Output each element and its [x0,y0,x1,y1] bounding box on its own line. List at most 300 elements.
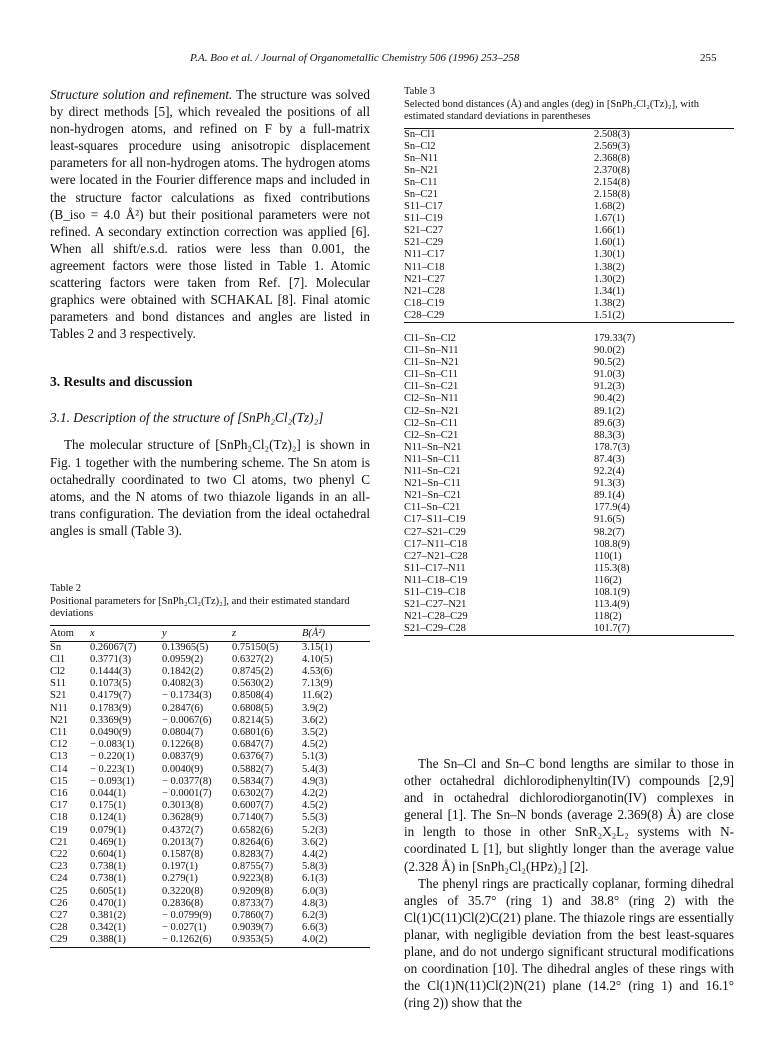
table-cell: − 0.083(1) [90,739,135,751]
table-row [50,764,370,776]
table-cell: 4.53(6) [302,665,333,677]
table-cell: C14 [50,763,68,775]
bond-label: N21–C28 [404,285,445,297]
bond-label: N21–Sn–C11 [404,478,461,490]
table-cell: 0.9039(7) [232,922,274,934]
table-cell: 0.6327(2) [232,653,274,665]
table-cell: − 0.093(1) [90,775,135,787]
table-cell: C26 [50,897,68,909]
bond-value: 2.158(8) [594,188,630,200]
table-cell: 0.7860(7) [232,909,274,921]
table-cell: C22 [50,848,68,860]
table-cell: 5.2(3) [302,824,328,836]
table-row [50,715,370,727]
table-row [404,286,734,298]
table-cell: S21 [50,690,67,702]
table-cell: 3.6(2) [302,714,328,726]
table-cell: 0.3220(8) [162,885,204,897]
table-row [50,641,370,654]
table-cell: 3.5(2) [302,726,328,738]
section-heading: 3. Results and discussion [50,374,193,390]
table-cell: 0.3013(8) [162,800,204,812]
table-header-row [50,625,370,641]
bond-value: 1.60(1) [594,237,625,249]
table-cell: 4.5(2) [302,800,328,812]
table-cell: C19 [50,824,68,836]
table-row [50,727,370,739]
table-cell: 5.5(3) [302,812,328,824]
table-row [404,539,734,551]
bond-label: N11–Sn–C21 [404,466,461,478]
table-cell: 11.6(2) [302,690,333,702]
table-cell: − 0.0067(6) [162,714,212,726]
table-row [50,825,370,837]
table-cell: 0.8283(7) [232,848,274,860]
bond-value: 91.0(3) [594,369,625,381]
table-row [404,563,734,575]
table-row [50,922,370,934]
header-b: B(Å²) [302,625,370,641]
table-cell: 0.6801(6) [232,726,274,738]
table-row [50,703,370,715]
table-row [50,776,370,788]
table-cell: 5.4(3) [302,763,328,775]
table-cell: 6.0(3) [302,885,328,897]
bond-label: N21–C27 [404,273,445,285]
bond-label: S11–C19 [404,213,443,225]
table-cell: S11 [50,678,66,690]
table-cell: 0.738(1) [90,873,126,885]
table-row [404,262,734,274]
table-2-caption: Positional parameters for [SnPh₂Cl₂(Tz)₂], and their estimated standard deviations [50,595,350,619]
table-cell: − 0.0001(7) [162,787,212,799]
bond-label: N21–Sn–C21 [404,490,462,502]
bond-value: 91.3(3) [594,478,625,490]
table-cell: 0.2847(6) [162,702,204,714]
bond-label: Cl2–Sn–C21 [404,429,459,441]
bond-value: 177.9(4) [594,502,630,514]
table-cell: 0.079(1) [90,824,126,836]
table-cell: 4.0(2) [302,934,328,946]
table-row [50,690,370,702]
table-cell: 4.2(2) [302,787,328,799]
table-cell: 0.6376(7) [232,751,274,763]
running-head: P.A. Boo et al. / Journal of Organometallic Chemistry 506 (1996) 253–258 [190,52,520,64]
bond-value: 87.4(3) [594,453,625,465]
table-cell: 0.26067(7) [90,641,137,653]
table-row [50,812,370,824]
table-cell: C11 [50,726,68,738]
table-row [404,442,734,454]
table-row [404,406,734,418]
table-row [404,310,734,323]
table-3-caption: Selected bond distances (Å) and angles (deg) in [SnPh₂Cl₂(Tz)₂], with estimated standard deviations in parentheses [404,98,699,122]
table-cell: 0.2013(7) [162,836,204,848]
bond-label: N11–C17 [404,249,445,261]
bond-value: 178.7(3) [594,441,630,453]
table-cell: 0.0837(9) [162,751,204,763]
table-cell: C21 [50,836,68,848]
table-row [50,910,370,922]
bond-value: 2.368(8) [594,152,630,164]
table-cell: 0.0959(2) [162,653,204,665]
bond-value: 108.8(9) [594,538,630,550]
bond-label: Cl1–Sn–N21 [404,357,459,369]
table-row [50,886,370,898]
table-cell: 0.3369(9) [90,714,132,726]
bond-value: 2.370(8) [594,164,630,176]
paragraph-runin-heading: Structure solution and refinement. [50,87,233,102]
table-cell: Cl2 [50,665,66,677]
bond-label: N21–C28–C29 [404,611,468,623]
bond-label: N11–C18–C19 [404,574,468,586]
table-cell: 0.470(1) [90,897,126,909]
table-3 [404,86,734,636]
bond-value: 116(2) [594,574,622,586]
table-row [404,466,734,478]
table-cell: 4.4(2) [302,848,328,860]
table-row [50,751,370,763]
table-row [404,490,734,502]
table-row [404,225,734,237]
table-cell: C15 [50,775,68,787]
table-cell: 0.9223(8) [232,873,274,885]
bond-label: S21–C27 [404,225,444,237]
table-cell: C28 [50,922,68,934]
table-cell: − 0.220(1) [90,751,135,763]
bond-label: Sn–C21 [404,188,438,200]
table-cell: 0.5882(7) [232,763,274,775]
table-cell: C16 [50,787,68,799]
table-cell: 0.197(1) [162,861,198,873]
header-y: y [162,625,232,641]
bond-value: 1.30(2) [594,273,625,285]
table-cell: C13 [50,751,68,763]
bond-label: Cl2–Sn–N21 [404,405,459,417]
table-cell: Sn [50,641,62,653]
table-row [404,201,734,213]
table-row [404,502,734,514]
bond-label: S11–C17–N11 [404,562,466,574]
bond-value: 108.1(9) [594,586,630,598]
table-cell: 0.279(1) [162,873,198,885]
table-cell: 0.5834(7) [232,775,274,787]
table-row [404,478,734,490]
table-row [404,611,734,623]
structure-solution-paragraph [50,86,370,342]
table-row [404,189,734,201]
bond-label: S21–C29–C28 [404,623,466,635]
table-cell: 0.4179(7) [90,690,132,702]
table-cell: 4.10(5) [302,653,333,665]
table-cell: 4.8(3) [302,897,328,909]
table-row [404,128,734,141]
bond-label: C11–Sn–C21 [404,502,461,514]
bond-value: 89.6(3) [594,417,625,429]
table-row [404,177,734,189]
table-cell: 0.8733(7) [232,897,274,909]
left-column [50,86,370,539]
table-row [404,381,734,393]
table-row [404,599,734,611]
bond-label: Cl2–Sn–N11 [404,393,459,405]
ring-geometry-paragraph: The phenyl rings are practically coplanar, forming dihedral angles of 35.7° (ring 1) and 38.8° (ring 2) with the Cl(1)C(11)Cl(2)C(21) plane. The thiazole rings are essentially planar, with negligible deviation from the best least-squares plane, and do not undergo significant structural modifications on coordination [10]. The dihedral angles of these rings with the Cl(1)N(11)Cl(2)N(21) plane (14.2° (ring 1) and 16.1° (ring 2)) show that the [404,875,734,1011]
header-atom: Atom [50,625,90,641]
table-cell: 4.9(3) [302,775,328,787]
bond-label: Sn–N11 [404,152,439,164]
table-cell: 0.4372(7) [162,824,204,836]
table-row [50,837,370,849]
table-cell: 0.1226(8) [162,739,204,751]
table-cell: 0.6808(5) [232,702,274,714]
table-row [50,849,370,861]
bond-label: Cl1–Sn–C11 [404,369,458,381]
table-cell: 0.175(1) [90,800,126,812]
bond-label: Cl1–Sn–N11 [404,345,459,357]
bond-value: 90.4(2) [594,393,625,405]
bond-value: 90.5(2) [594,357,625,369]
bond-value: 118(2) [594,611,622,623]
table-cell: − 0.0799(9) [162,909,212,921]
table-2-label: Table 2 [50,583,82,594]
table-row [404,165,734,177]
table-cell: 0.9209(8) [232,885,274,897]
bond-label: N11–Sn–N21 [404,441,462,453]
table-cell: 0.6302(7) [232,787,274,799]
bond-value: 115.3(8) [594,562,630,574]
table-cell: − 0.0377(8) [162,775,212,787]
table-row [404,551,734,563]
bond-label: S21–C29 [404,237,444,249]
table-cell: − 0.223(1) [90,763,135,775]
table-cell: − 0.1262(6) [162,934,212,946]
table-row [50,873,370,885]
table-cell: − 0.1734(3) [162,690,212,702]
bond-value: 1.30(1) [594,249,625,261]
bond-value: 89.1(4) [594,490,625,502]
bond-value: 1.67(1) [594,213,625,225]
bond-label: C27–S21–C29 [404,526,466,538]
table-row [404,527,734,539]
bond-value: 90.0(2) [594,345,625,357]
bond-label: S11–C17 [404,201,443,213]
bond-value: 1.51(2) [594,309,625,321]
table-row [404,514,734,526]
table-cell: 4.5(2) [302,739,328,751]
table-cell: 0.6007(7) [232,800,274,812]
table-cell: 0.13965(5) [162,641,209,653]
table-cell: C25 [50,885,68,897]
bond-value: 110(1) [594,550,622,562]
table-cell: C17 [50,800,68,812]
bond-label: Cl2–Sn–C11 [404,417,458,429]
table-cell: 0.381(2) [90,909,126,921]
bond-value: 1.38(2) [594,297,625,309]
bond-label: C17–N11–C18 [404,538,468,550]
bond-value: 89.1(2) [594,405,625,417]
table-row [404,430,734,442]
bond-label: Sn–Cl1 [404,128,436,140]
header-z: z [232,625,302,641]
table-row [50,788,370,800]
page-number: 255 [700,52,717,64]
table-row [50,800,370,812]
table-cell: 0.6847(7) [232,739,274,751]
bond-value: 91.6(5) [594,514,625,526]
table-cell: 0.1587(8) [162,848,204,860]
bond-value: 2.508(3) [594,128,630,140]
table-cell: 0.7140(7) [232,812,274,824]
table-cell: 0.6582(6) [232,824,274,836]
table-divider [404,323,734,334]
table-cell: 0.342(1) [90,922,126,934]
table-2 [50,583,370,948]
bond-table [404,128,734,637]
structure-description-paragraph: The molecular structure of [SnPh₂Cl₂(Tz)₂] is shown in Fig. 1 together with the numbering scheme. The Sn atom is octahedrally coordinated to two Cl atoms, two phenyl C atoms, and the N atoms of two thiazole ligands in an all-trans configuration. The deviation from the ideal octahedral angles is small (Table 3). [50,437,370,538]
table-cell: 7.13(9) [302,678,333,690]
table-cell: 0.1444(3) [90,665,132,677]
bond-value: 2.569(3) [594,140,630,152]
bond-value: 1.68(2) [594,201,625,213]
bond-label: Cl1–Sn–Cl2 [404,333,456,344]
bond-value: 91.2(3) [594,381,625,393]
bond-label: C17–S11–C19 [404,514,466,526]
bond-label: N11–C18 [404,261,445,273]
table-cell: 0.75150(5) [232,641,279,653]
table-row [404,141,734,153]
bond-label: Cl1–Sn–C21 [404,381,459,393]
table-cell: C12 [50,739,68,751]
bond-value: 2.154(8) [594,176,630,188]
table-row [404,454,734,466]
table-cell: C18 [50,812,68,824]
table-row [404,575,734,587]
bond-value: 179.33(7) [594,333,636,344]
bond-value: 1.38(2) [594,261,625,273]
table-cell: 6.6(3) [302,922,328,934]
table-3-label: Table 3 [404,86,436,97]
table-row [404,587,734,599]
table-cell: 0.604(1) [90,848,126,860]
table-row [404,274,734,286]
table-row [404,357,734,369]
table-cell: 5.1(3) [302,751,328,763]
table-cell: 0.738(1) [90,861,126,873]
table-cell: 0.4082(3) [162,678,204,690]
bond-label: S21–C27–N21 [404,599,467,611]
table-row [50,739,370,751]
table-cell: 0.044(1) [90,787,126,799]
paragraph-body: The structure was solved by direct methods [5], which revealed the positions of all non-hydrogen atoms, and refined on F by a full-matrix least-squares procedure using anisotropic displacement parameters for all non-hydrogen atoms. The hydrogen atoms were located in the Fourier difference maps and included in the structure factor calculations as fixed contributions (B_iso = 4.0 Å²) but their positional parameters were not refined. A secondary extinction correction was applied [6]. When all shift/e.s.d. ratios were less than 0.001, the agreement factors were those listed in Table 1. Atomic scattering factors were taken from Ref. [7]. Molecular graphics were obtained with SCHAKAL [8]. Final atomic parameters and bond distances and angles are listed in Tables 2 and 3 respectively. [50,87,370,342]
table-row [404,623,734,636]
table-row [50,666,370,678]
bond-value: 1.66(1) [594,225,625,237]
table-cell: 0.0804(7) [162,726,204,738]
table-cell: C27 [50,909,68,921]
table-cell: N21 [50,714,69,726]
header-x: x [90,625,162,641]
table-cell: Cl1 [50,653,66,665]
table-row [50,861,370,873]
table-cell: 0.3628(9) [162,812,204,824]
table-row [50,654,370,666]
table-cell: 0.0490(9) [90,726,132,738]
table-row [50,678,370,690]
table-row [50,934,370,947]
subsection-heading: 3.1. Description of the structure of [SnPh₂Cl₂(Tz)₂] [50,410,324,426]
table-cell: 0.388(1) [90,934,126,946]
table-cell: N11 [50,702,68,714]
table-cell: 0.8755(7) [232,861,274,873]
table-row [404,213,734,225]
table-cell: 6.1(3) [302,873,328,885]
table-cell: 0.5630(2) [232,678,274,690]
table-cell: 0.1842(2) [162,665,204,677]
table-cell: 0.8214(5) [232,714,274,726]
bond-length-paragraph: The Sn–Cl and Sn–C bond lengths are similar to those in other octahedral dichlorodiphenyltin(IV) compounds [2,9] and in octahedral dichlorodiorganotin(IV) complexes in general [1]. The Sn–N bonds (average 2.369(8) Å) are close in length to those in other SnR₂X₂L₂ systems with N-coordinated L [1], but slightly longer than the average value (2.328 Å) in [SnPh₂Cl₂(HPz)₂] [2]. [404,756,734,874]
bond-label: C28–C29 [404,309,445,321]
table-cell: 0.8508(4) [232,690,274,702]
table-row [404,333,734,345]
bond-value: 1.34(1) [594,285,625,297]
bond-value: 88.3(3) [594,429,625,441]
table-cell: C23 [50,861,68,873]
table-cell: 0.1073(5) [90,678,132,690]
bond-value: 113.4(9) [594,599,630,611]
table-row [404,418,734,430]
table-cell: 3.15(1) [302,641,333,653]
table-cell: 0.605(1) [90,885,126,897]
table-cell: 0.0040(9) [162,763,204,775]
bond-value: 92.2(4) [594,466,625,478]
table-cell: 6.2(3) [302,909,328,921]
bond-label: C27–N21–C28 [404,550,468,562]
running-header [0,52,779,68]
table-cell: C29 [50,934,68,946]
table-row [404,249,734,261]
bond-value: 98.2(7) [594,526,625,538]
table-cell: 5.8(3) [302,861,328,873]
table-row [404,345,734,357]
table-cell: 0.3771(3) [90,653,132,665]
positional-parameters-table [50,625,370,948]
table-row [404,369,734,381]
bond-label: S11–C19–C18 [404,586,466,598]
table-cell: 0.1783(9) [90,702,132,714]
table-row [404,237,734,249]
bond-label: Sn–C11 [404,176,438,188]
table-row [404,153,734,165]
bond-label: Sn–N21 [404,164,439,176]
table-cell: − 0.027(1) [162,922,207,934]
table-cell: 0.8745(2) [232,665,274,677]
table-cell: 0.469(1) [90,836,126,848]
table-cell: 3.9(2) [302,702,328,714]
table-cell: 3.6(2) [302,836,328,848]
bond-label: Sn–Cl2 [404,140,436,152]
table-row [50,898,370,910]
bond-label: N11–Sn–C11 [404,453,461,465]
table-cell: 0.2836(8) [162,897,204,909]
right-column-text [404,755,734,1011]
table-cell: C24 [50,873,68,885]
table-row [404,298,734,310]
bond-label: C18–C19 [404,297,445,309]
table-cell: 0.124(1) [90,812,126,824]
bond-value: 101.7(7) [594,623,630,635]
table-cell: 0.8264(6) [232,836,274,848]
table-cell: 0.9353(5) [232,934,274,946]
